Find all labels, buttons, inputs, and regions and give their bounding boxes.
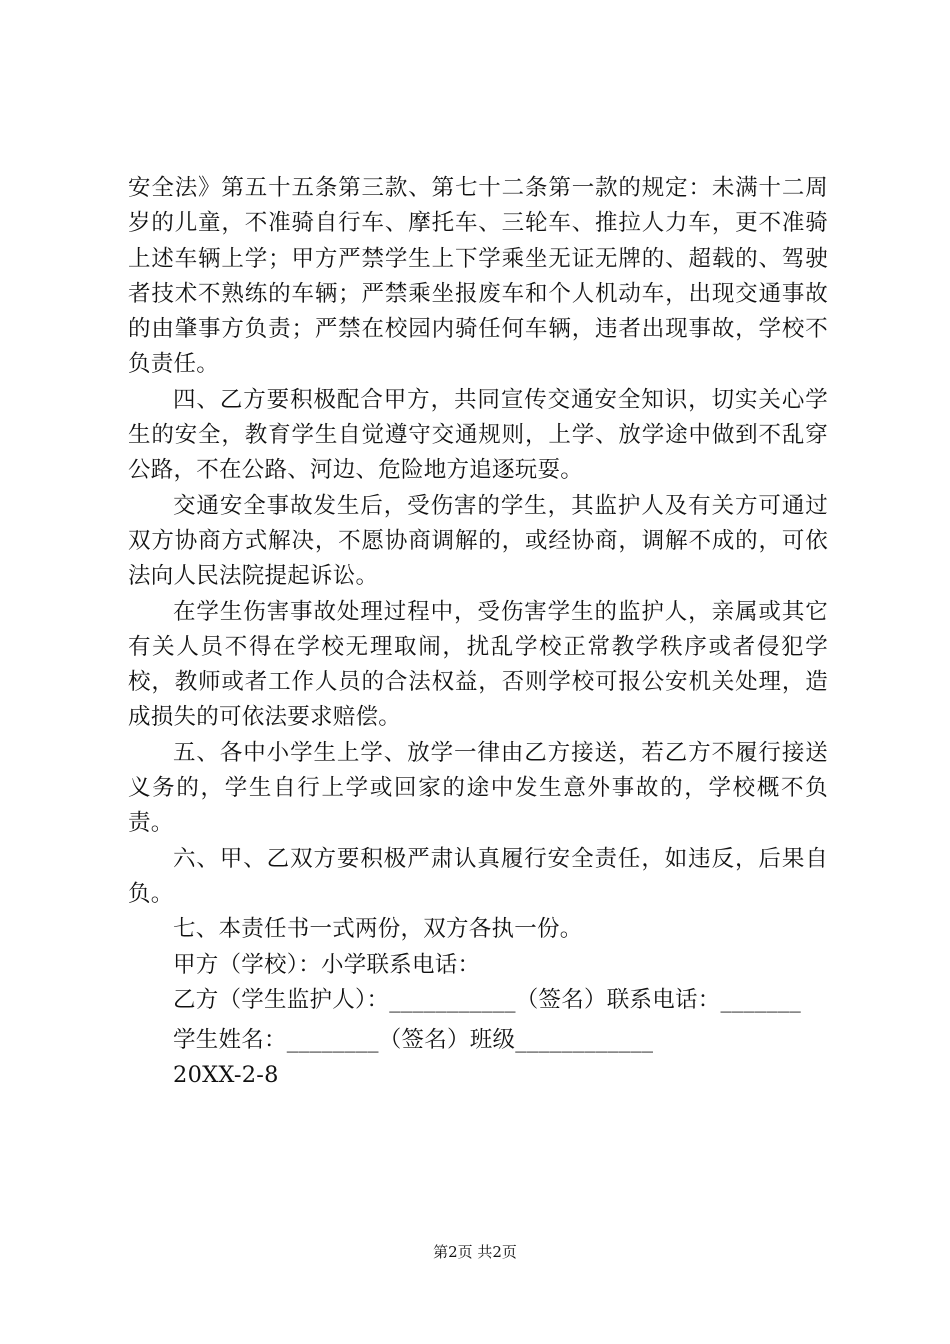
paragraph-clause-four: 四、乙方要积极配合甲方，共同宣传交通安全知识，切实关心学生的安全，教育学生自觉遵守交通规则，上学、放学途中做到不乱穿公路，不在公路、河边、危险地方追逐玩耍。 (128, 386, 828, 484)
paragraph-traffic-law: 安全法》第五十五条第三款、第七十二条第一款的规定：未满十二周岁的儿童，不准骑自行车、摩托车、三轮车、推拉人力车，更不准骑上述车辆上学；甲方严禁学生上下学乘坐无证无牌的、超载的、驾驶者技术不熟练的车辆；严禁乘坐报废车和个人机动车，出现交通事故的由肇事方负责；严禁在校园内骑任何车辆，违者出现事故，学校不负责任。 (128, 175, 828, 378)
page-total: 共2页 (477, 1243, 517, 1261)
student-signature-line: 学生姓名：________（签名）班级____________ (173, 1027, 654, 1054)
paragraph-clause-five: 五、各中小学生上学、放学一律由乙方接送，若乙方不履行接送义务的，学生自行上学或回家的途中发生意外事故的，学校概不负责。 (128, 739, 828, 837)
paragraph-accident-resolution: 交通安全事故发生后，受伤害的学生，其监护人及有关方可通过双方协商方式解决，不愿协商调解的，或经协商，调解不成的，可依法向人民法院提起诉讼。 (128, 492, 828, 590)
page-footer (0, 1242, 950, 1262)
party-b-signature-line: 乙方（学生监护人）：___________（签名）联系电话：_______ (173, 986, 802, 1013)
paragraph-clause-seven: 七、本责任书一式两份，双方各执一份。 (173, 916, 583, 943)
document-date: 20XX-2-8 (173, 1062, 279, 1089)
document-body (128, 171, 828, 1094)
party-a-signature-line: 甲方（学校）：小学联系电话： (173, 951, 481, 978)
page-number: 第2页 (433, 1243, 473, 1261)
paragraph-clause-six: 六、甲、乙双方要积极严肃认真履行安全责任，如违反，后果自负。 (128, 845, 828, 907)
paragraph-injury-handling: 在学生伤害事故处理过程中，受伤害学生的监护人，亲属或其它有关人员不得在学校无理取闹，扰乱学校正常教学秩序或者侵犯学校，教师或者工作人员的合法权益，否则学校可报公安机关处理，造成损失的可依法要求赔偿。 (128, 598, 828, 731)
